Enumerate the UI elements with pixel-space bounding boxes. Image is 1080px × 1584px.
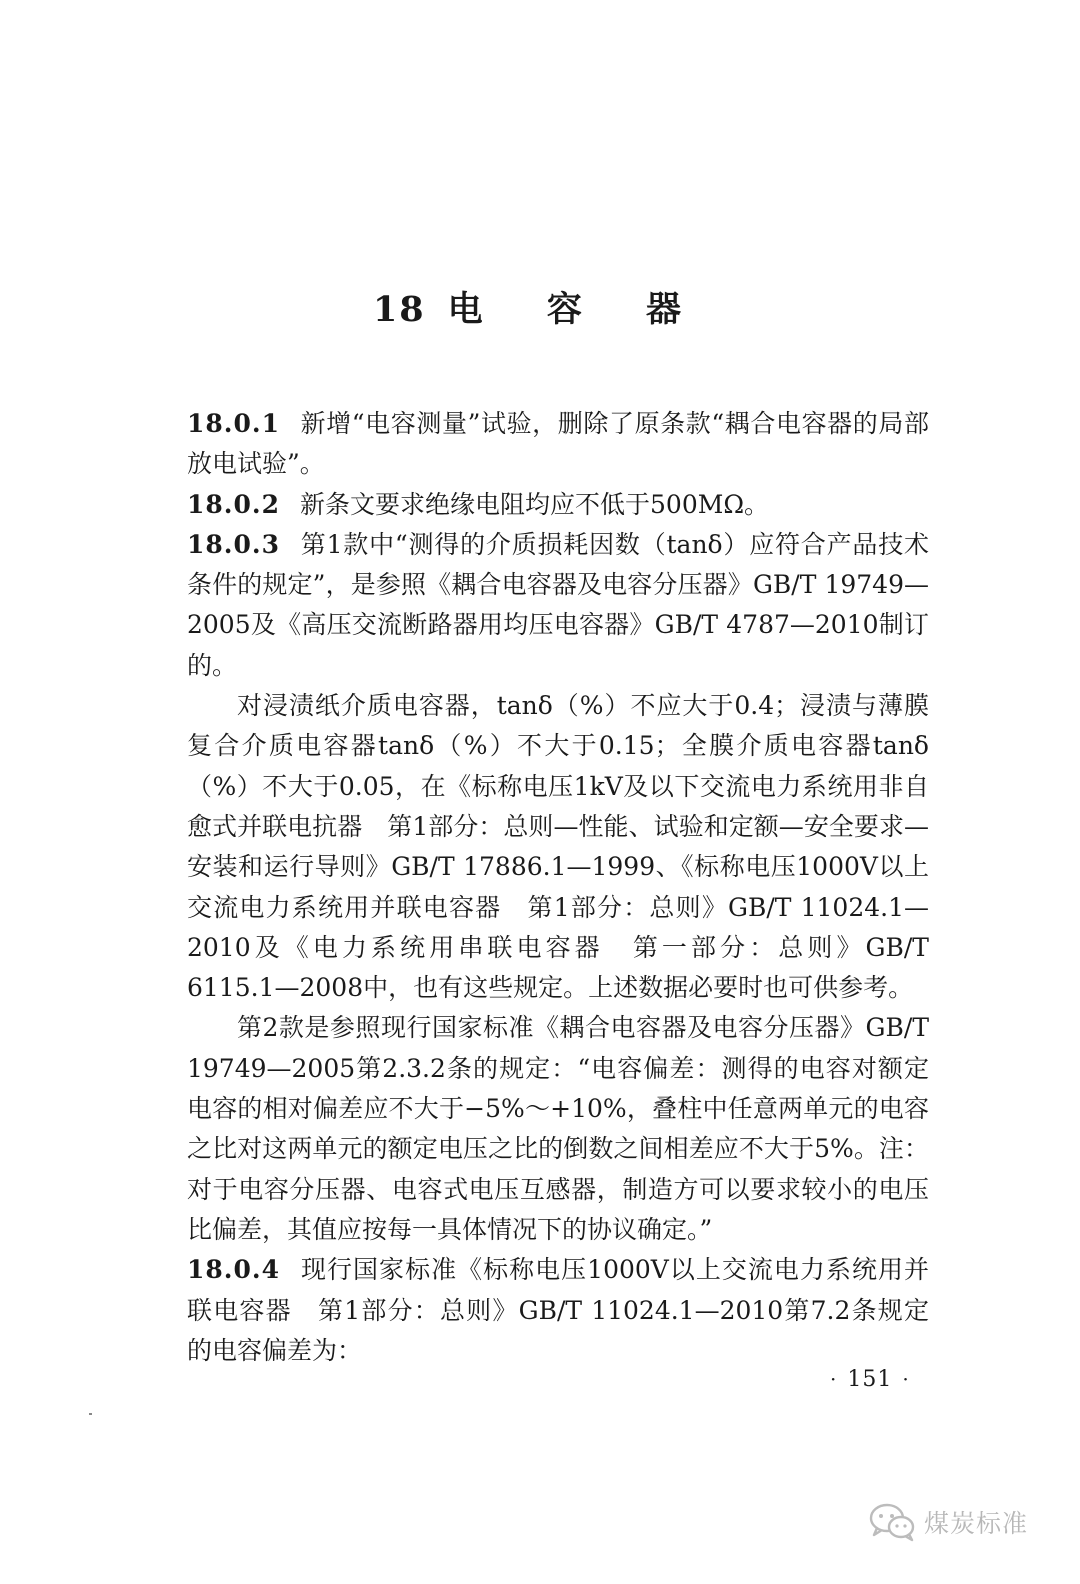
paragraph-capacitance-deviation: 第2款是参照现行国家标准《耦合电容器及电容分压器》GB/T 19749—2005第2.3.2条的规定：“电容偏差：测得的电容对额定电容的相对偏差应不大于−5%～+10%，叠柱中任意两单元的电容之比对这两单元的额定电压之比的倒数之间相差应不大于5%。注：对于电容分压器、电容式电压互感器，制造方可以要求较小的电压比偏差，其值应按每一具体情况下的协议确定。”	[187, 1013, 929, 1244]
page-number	[820, 1367, 920, 1392]
watermark	[868, 1501, 1028, 1543]
body-text	[187, 404, 929, 1371]
clause-number: 18.0.2	[187, 489, 280, 519]
clause-18-0-2	[187, 485, 929, 525]
wechat-icon	[868, 1501, 918, 1543]
page-number-dot: ·	[902, 1367, 910, 1391]
chapter-name: 电 容 器	[447, 289, 708, 330]
watermark-text: 煤炭标准	[924, 1509, 1029, 1538]
scan-mark	[89, 1413, 92, 1415]
clause-text: 第1款中“测得的介质损耗因数（tanδ）应符合产品技术条件的规定”，是参照《耦合电容器及电容分压器》GB/T 19749—2005及《高压交流断路器用均压电容器》GB/T 4787—2010制订的。	[187, 529, 929, 680]
page-number-value: 151	[847, 1367, 893, 1392]
paragraph-tan-delta: 对浸渍纸介质电容器，tanδ（%）不应大于0.4；浸渍与薄膜复合介质电容器tanδ（%）不大于0.15；全膜介质电容器tanδ（%）不大于0.05，在《标称电压1kV及以下交流电力系统用非自愈式并联电抗器 第1部分：总则—性能、试验和定额—安全要求—安装和运行导则》GB/T 17886.1—1999、《标称电压1000V以上交流电力系统用并联电容器 第1部分：总则》GB/T 11024.1—2010及《电力系统用串联电容器 第一部分：总则》GB/T 6115.1—2008中，也有这些规定。上述数据必要时也可供参考。	[187, 691, 929, 1003]
clause-18-0-4	[187, 1250, 929, 1371]
clause-18-0-1	[187, 404, 929, 485]
page-number-dot: ·	[830, 1367, 838, 1391]
clause-number: 18.0.4	[187, 1255, 280, 1285]
chapter-title	[0, 282, 1080, 332]
clause-number: 18.0.3	[187, 529, 280, 559]
clause-18-0-3	[187, 525, 929, 686]
chapter-number: 18	[372, 289, 426, 330]
clause-text: 新条文要求绝缘电阻均应不低于500MΩ。	[300, 489, 770, 519]
clause-text: 现行国家标准《标称电压1000V以上交流电力系统用并联电容器 第1部分：总则》GB/T 11024.1—2010第7.2条规定的电容偏差为：	[187, 1255, 929, 1365]
clause-text: 新增“电容测量”试验，删除了原条款“耦合电容器的局部放电试验”。	[187, 409, 929, 479]
clause-number: 18.0.1	[187, 409, 280, 438]
